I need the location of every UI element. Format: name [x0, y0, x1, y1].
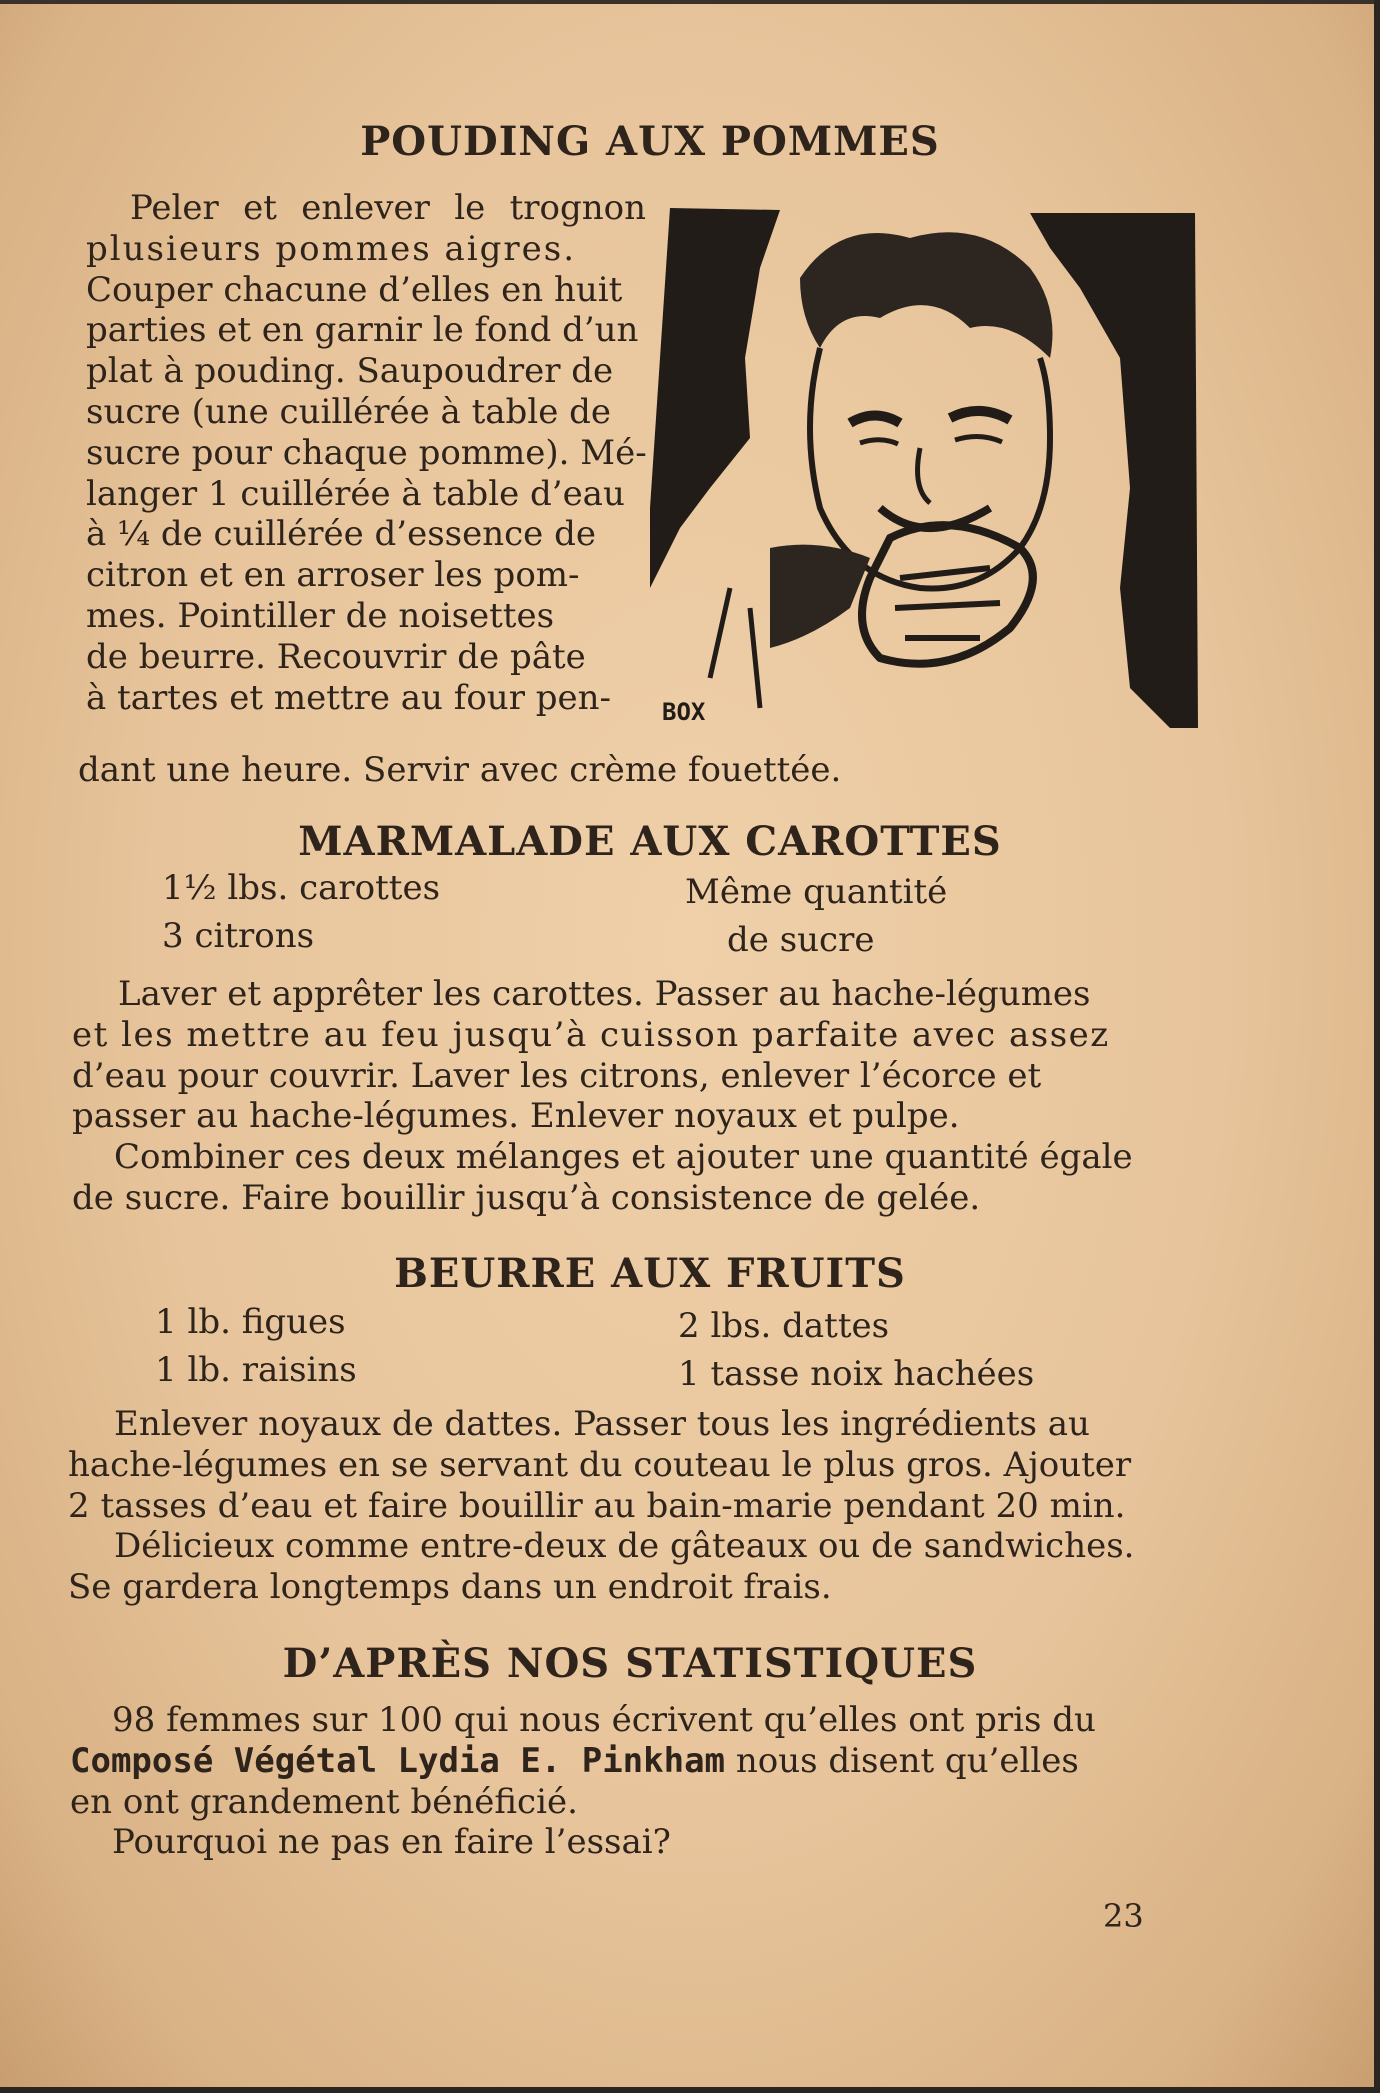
text-line: Pourquoi ne pas en faire l’essai?: [112, 1822, 671, 1863]
text-line: langer 1 cuillérée à table d’eau: [86, 473, 625, 514]
text-line: Laver et apprêter les carottes. Passer au hache-légumes: [118, 974, 1091, 1014]
recipe-body-pouding-last: [78, 750, 1078, 791]
page-number: 23: [1103, 1897, 1144, 1935]
text-fragment: nous disent qu’elles: [725, 1740, 1079, 1781]
brand-name: Composé Végétal Lydia E. Pinkham: [70, 1740, 726, 1781]
recipe-body-pouding: [86, 188, 646, 718]
text-line: hache-légumes en se servant du couteau le plus gros. Ajouter: [68, 1444, 1132, 1485]
text-line: en ont grandement bénéficié.: [70, 1781, 578, 1822]
text-line: Combiner ces deux mélanges et ajouter une quantité égale: [114, 1137, 1133, 1178]
text-line: d’eau pour couvrir. Laver les citrons, enlever l’écorce et: [72, 1055, 1042, 1096]
recipe-body-marmalade: [72, 974, 1192, 1219]
text-line: plat à pouding. Saupoudrer de: [86, 351, 614, 392]
child-eating-woodcut-icon: [650, 208, 1200, 738]
text-line: à ¼ de cuillérée d’essence de: [86, 514, 596, 555]
ingredient-item: 1½ lbs. carottes: [162, 868, 441, 908]
ingredient-item: de sucre: [727, 920, 875, 960]
text-line: passer au hache-légumes. Enlever noyaux et pulpe.: [72, 1096, 960, 1137]
ingredient-list-left: [162, 868, 440, 956]
text-line: Couper chacune d’elles en huit: [86, 269, 623, 310]
ingredient-item: 1 lb. raisins: [155, 1350, 357, 1390]
ingredient-list-right: [685, 872, 947, 960]
text-line: Enlever noyaux de dattes. Passer tous les ingrédients au: [114, 1404, 1090, 1444]
recipe-title-marmalade: MARMALADE AUX CAROTTES: [298, 818, 1002, 865]
recipe-title-beurre: BEURRE AUX FRUITS: [394, 1250, 906, 1297]
text-line: de sucre. Faire bouillir jusqu’à consistence de gelée.: [72, 1177, 981, 1218]
page-bottom-edge: [0, 2087, 1380, 2093]
ingredient-item: 3 citrons: [162, 916, 315, 956]
ingredient-item: 1 lb. figues: [155, 1302, 346, 1342]
text-line: sucre (une cuillérée à table de: [86, 391, 612, 432]
text-line: plusieurs pommes aigres.: [86, 228, 577, 269]
ingredient-item: 1 tasse noix hachées: [678, 1354, 1035, 1394]
text-line: dant une heure. Servir avec crème fouettée.: [78, 750, 842, 790]
text-line: Peler et enlever le trognon: [130, 188, 646, 228]
recipe-body-beurre: [68, 1404, 1193, 1608]
text-line: Se gardera longtemps dans un endroit frais.: [68, 1567, 832, 1608]
text-line: parties et en garnir le fond d’un: [86, 310, 639, 351]
ingredient-item: Même quantité: [685, 872, 948, 912]
text-line: 2 tasses d’eau et faire bouillir au bain-marie pendant 20 min.: [68, 1485, 1126, 1526]
recipe-title-pouding: POUDING AUX POMMES: [360, 118, 940, 165]
page-top-edge: [0, 0, 1380, 4]
text-line: et les mettre au feu jusqu’à cuisson parfaite avec assez: [72, 1014, 1110, 1055]
illustration-signature: BOX: [662, 698, 706, 726]
ingredient-list-left: [155, 1302, 357, 1390]
statistics-body: [70, 1700, 1195, 1863]
text-line: mes. Pointiller de noisettes: [86, 595, 555, 636]
ingredient-item: 2 lbs. dattes: [678, 1306, 890, 1346]
text-line: sucre pour chaque pomme). Mé-: [86, 432, 647, 473]
text-line-brand: [70, 1741, 1195, 1782]
text-line: citron et en arroser les pom-: [86, 555, 580, 596]
text-line: à tartes et mettre au four pen-: [86, 677, 612, 718]
text-line: Délicieux comme entre-deux de gâteaux ou de sandwiches.: [114, 1526, 1135, 1567]
ingredient-list-right: [678, 1306, 1034, 1394]
text-line: de beurre. Recouvrir de pâte: [86, 636, 586, 677]
text-line: 98 femmes sur 100 qui nous écrivent qu’elles ont pris du: [112, 1700, 1096, 1740]
section-title-statistiques: D’APRÈS NOS STATISTIQUES: [282, 1640, 978, 1687]
